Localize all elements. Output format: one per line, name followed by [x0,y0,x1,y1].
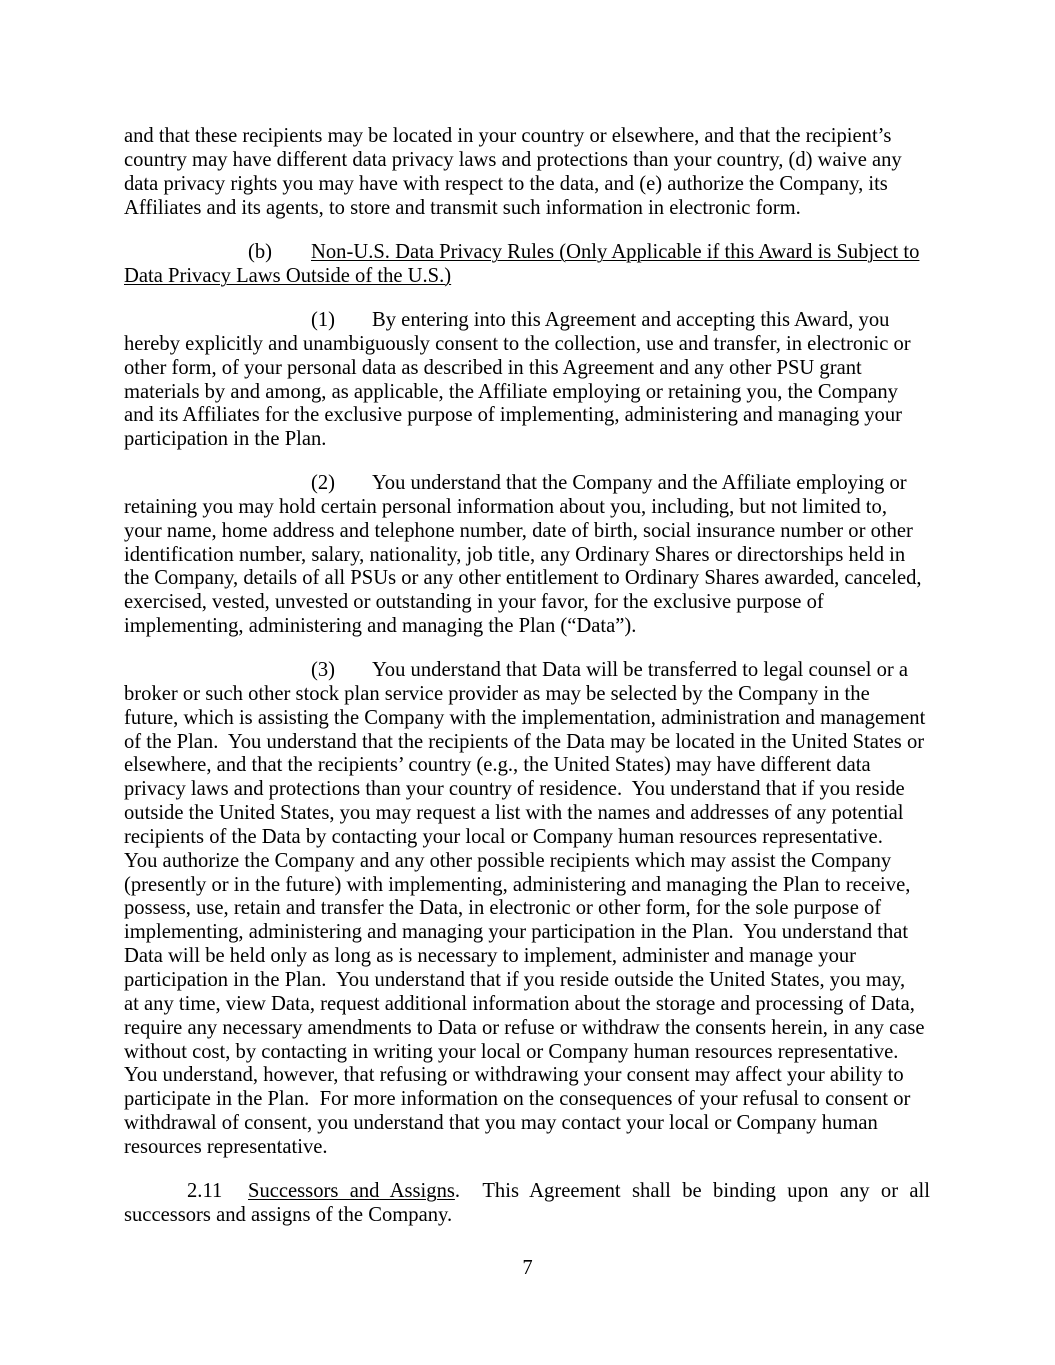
text-line: . This Agreement shall be binding upon any or all [454,1180,930,1202]
text-line: hereby explicitly and unambiguously consent to the collection, use and transfer, in electronic or [124,332,911,355]
text-line: You understand, however, that refusing or withdrawing your consent may affect your ability to [124,1064,904,1087]
text-line: Affiliates and its agents, to store and transmit such information in electronic form. [124,196,801,219]
text-line: outside the United States, you may request a list with the names and addresses of any potential [124,802,904,825]
text-line: identification number, salary, nationality, job title, any Ordinary Shares or directorships held in [124,543,906,566]
text-line: country may have different data privacy laws and protections than your country, (d) waive any [124,148,902,171]
text-line: possess, use, retain and transfer the Data, in electronic or other form, for the sole purpose of [124,897,882,920]
item-label: (3) [311,659,336,681]
text-line: of the Plan. You understand that the recipients of the Data may be located in the United States or [124,730,925,753]
text-line: and its Affiliates for the exclusive purpose of implementing, administering and managing your [124,404,903,427]
text-line: resources representative. [124,1135,328,1158]
text-line: elsewhere, and that the recipients’ country (e.g., the United States) may have different data [124,754,871,777]
text-line: and that these recipients may be located in your country or elsewhere, and that the recipient’s [124,125,892,147]
text-line: participate in the Plan. For more information on the consequences of your refusal to consent or [124,1088,911,1111]
text-line: materials by and among, as applicable, the Affiliate employing or retaining you, the Company [124,380,898,403]
text-line: at any time, view Data, request additional information about the storage and processing of Data, [124,992,915,1015]
text-line: implementing, administering and managing your participation in the Plan. You understand that [124,921,909,944]
text-line: the Company, details of all PSUs or any other entitlement to Ordinary Shares awarded, canceled, [124,567,922,590]
text-line: without cost, by contacting in writing your local or Company human resources representative. [124,1040,899,1063]
text-line: You understand that Data will be transferred to legal counsel or a [372,659,909,681]
item-2-paragraph [124,472,930,639]
text-line: participation in the Plan. [124,428,327,451]
section-2-11-paragraph [124,1180,930,1228]
item-label: (2) [311,472,336,494]
text-line: other form, of your personal data as described in this Agreement and any other PSU grant [124,356,862,379]
text-line: require any necessary amendments to Data or refuse or withdraw the consents herein, in any case [124,1016,925,1039]
page-number: 7 [522,1257,533,1279]
section-heading: Non-U.S. Data Privacy Rules (Only Applicable if this Award is Subject to [311,241,920,263]
continuation-paragraph [124,125,930,220]
section-label: (b) [248,241,273,263]
text-line: You understand that the Company and the Affiliate employing or [372,472,907,494]
section-number: 2.11 [187,1180,223,1202]
section-heading: Data Privacy Laws Outside of the U.S.) [124,264,452,287]
text-line: future, which is assisting the Company with the implementation, administration and management [124,706,926,729]
text-line: retaining you may hold certain personal information about you, including, but not limited to, [124,495,887,518]
text-line: your name, home address and telephone number, date of birth, social insurance number or other [124,519,913,542]
item-label: (1) [311,309,336,331]
item-1-paragraph [124,309,930,452]
text-line: participation in the Plan. You understand that if you reside outside the United States, you may, [124,968,906,991]
text-line: implementing, administering and managing the Plan (“Data”). [124,615,637,638]
text-line: exercised, vested, unvested or outstanding in your favor, for the exclusive purpose of [124,591,824,614]
text-line: By entering into this Agreement and accepting this Award, you [372,309,890,331]
text-line: recipients of the Data by contacting your local or Company human resources representative. [124,825,883,848]
text-line: data privacy rights you may have with respect to the data, and (e) authorize the Company, its [124,172,888,195]
text-line: Data will be held only as long as is necessary to implement, administer and manage your [124,945,857,968]
text-line: withdrawal of consent, you understand that you may contact your local or Company human [124,1112,878,1135]
section-b-heading [124,241,930,289]
text-line: broker or such other stock plan service provider as may be selected by the Company in the [124,682,870,705]
item-3-paragraph [124,659,930,1160]
text-line: (presently or in the future) with implementing, administering and managing the Plan to receive, [124,873,911,896]
section-title: Successors and Assigns [248,1180,455,1202]
text-line: successors and assigns of the Company. [124,1203,453,1226]
text-line: privacy laws and protections than your country of residence. You understand that if you reside [124,778,905,801]
text-line: You authorize the Company and any other possible recipients which may assist the Company [124,849,892,872]
